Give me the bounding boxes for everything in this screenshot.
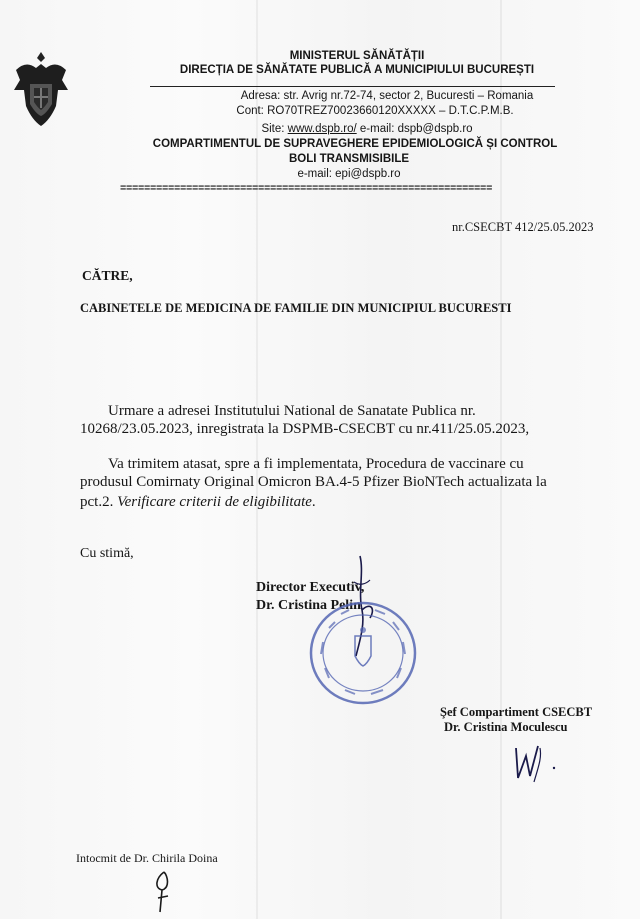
ministry-name: MINISTERUL SĂNĂTĂȚII xyxy=(289,50,425,62)
paragraph-2-line-2: produsul Comirnaty Original Omicron BA.4-5 Pfizer BioNTech actualizata la xyxy=(80,474,547,490)
chief-name: Dr. Cristina Moculescu xyxy=(444,720,568,734)
contact-line xyxy=(102,122,632,136)
account-line: Cont: RO70TREZ70023660120XXXXX – D.T.C.P.M.B. xyxy=(236,105,514,117)
header-rule xyxy=(150,86,555,87)
pct-label: pct.2. xyxy=(80,494,118,510)
chief-title: Şef Compartiment CSECBT xyxy=(440,705,593,719)
prepared-by: Intocmit de Dr. Chirila Doina xyxy=(76,851,218,865)
closing: Cu stimă, xyxy=(80,546,134,561)
site-link[interactable]: www.dspb.ro/ xyxy=(287,123,357,135)
department-email: e-mail: epi@dspb.ro xyxy=(297,168,401,180)
directorate-name: DIRECȚIA DE SĂNĂTATE PUBLICĂ A MUNICIPIULUI BUCUREȘTI xyxy=(179,64,535,76)
director-title: Director Executiv, xyxy=(256,580,365,595)
separator-line: ============================================================== xyxy=(120,183,493,195)
director-name: Dr. Cristina Pelin xyxy=(256,598,361,613)
department-name-cont: BOLI TRANSMISIBILE xyxy=(288,153,410,165)
coat-of-arms-icon xyxy=(12,50,70,128)
department-name: COMPARTIMENTUL DE SUPRAVEGHERE EPIDEMIOLOGICĂ ȘI CONTROL xyxy=(152,138,558,150)
site-label: Site: xyxy=(261,123,288,135)
preparer-signature-icon xyxy=(148,868,178,914)
official-stamp-icon xyxy=(305,598,425,708)
to-label: CĂTRE, xyxy=(82,268,133,283)
chief-signature-icon xyxy=(512,738,562,788)
eligibility-criteria: Verificare criterii de eligibilitate xyxy=(117,494,312,510)
paragraph-2-line-3 xyxy=(80,493,316,511)
paragraph-2-line-1: Va trimitem atasat, spre a fi implementata, Procedura de vaccinare cu xyxy=(108,456,524,472)
site-email: e-mail: dspb@dspb.ro xyxy=(356,123,473,135)
recipient: CABINETELE DE MEDICINA DE FAMILIE DIN MUNICIPIUL BUCURESTI xyxy=(80,301,512,315)
period: . xyxy=(311,494,316,510)
reference-number: nr.CSECBT 412/25.05.2023 xyxy=(452,220,594,234)
paragraph-1-line-2: 10268/23.05.2023, inregistrata la DSPMB-CSECBT cu nr.411/25.05.2023, xyxy=(80,421,530,437)
address-line: Adresa: str. Avrig nr.72-74, sector 2, Bucuresti – Romania xyxy=(240,90,534,102)
paragraph-1-line-1: Urmare a adresei Institutului National de Sanatate Publica nr. xyxy=(108,403,476,419)
